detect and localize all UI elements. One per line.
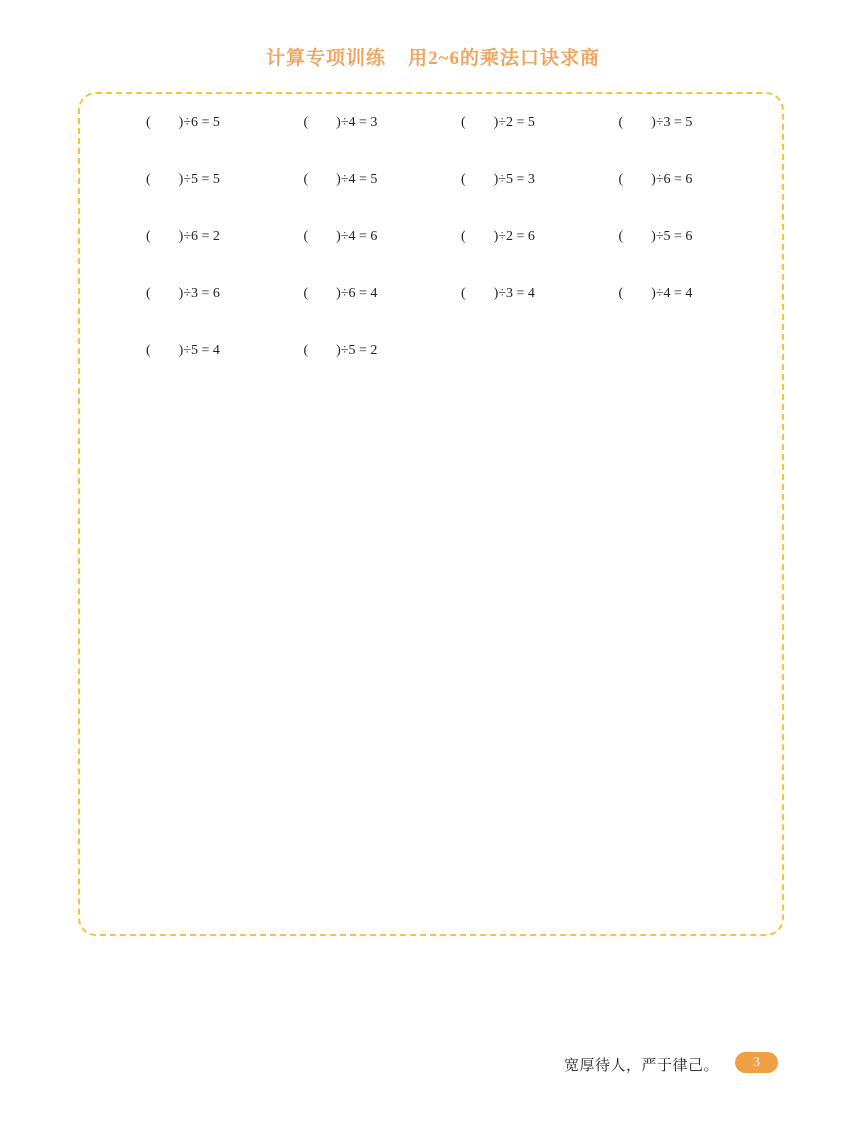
page-title <box>0 43 866 70</box>
problem-item: ( )÷3 = 4 <box>461 286 535 301</box>
problem-item: ( )÷6 = 6 <box>618 172 693 187</box>
problem-row <box>146 228 786 285</box>
problem-row <box>146 342 786 399</box>
problem-row <box>146 285 786 342</box>
problem-item: ( )÷4 = 6 <box>303 229 378 244</box>
problem-item: ( )÷2 = 6 <box>461 229 535 244</box>
problem-item: ( )÷5 = 5 <box>146 172 220 187</box>
problem-row <box>146 171 786 228</box>
problem-row <box>146 114 786 171</box>
problem-item: ( )÷4 = 3 <box>303 115 378 130</box>
problem-item: ( )÷6 = 4 <box>303 286 378 301</box>
problem-item: ( )÷3 = 6 <box>146 286 220 301</box>
problem-item: ( )÷5 = 3 <box>461 172 535 187</box>
problem-item: ( )÷2 = 5 <box>461 115 535 130</box>
problem-item: ( )÷6 = 2 <box>146 229 220 244</box>
problem-item: ( )÷3 = 5 <box>618 115 693 130</box>
problem-item: ( )÷4 = 5 <box>303 172 378 187</box>
problem-item: ( )÷4 = 4 <box>618 286 693 301</box>
problem-item: ( )÷5 = 2 <box>303 343 378 358</box>
problem-item: ( )÷5 = 4 <box>146 343 220 358</box>
title-section: 计算专项训练 <box>266 48 387 69</box>
problem-item: ( )÷5 = 6 <box>618 229 693 244</box>
page-number-badge: 3 <box>735 1052 778 1073</box>
title-topic: 用2~6的乘法口诀求商 <box>408 48 600 69</box>
problem-item: ( )÷6 = 5 <box>146 115 220 130</box>
problem-grid <box>146 114 786 399</box>
footer-motto: 宽厚待人，严于律己。 <box>564 1058 720 1074</box>
